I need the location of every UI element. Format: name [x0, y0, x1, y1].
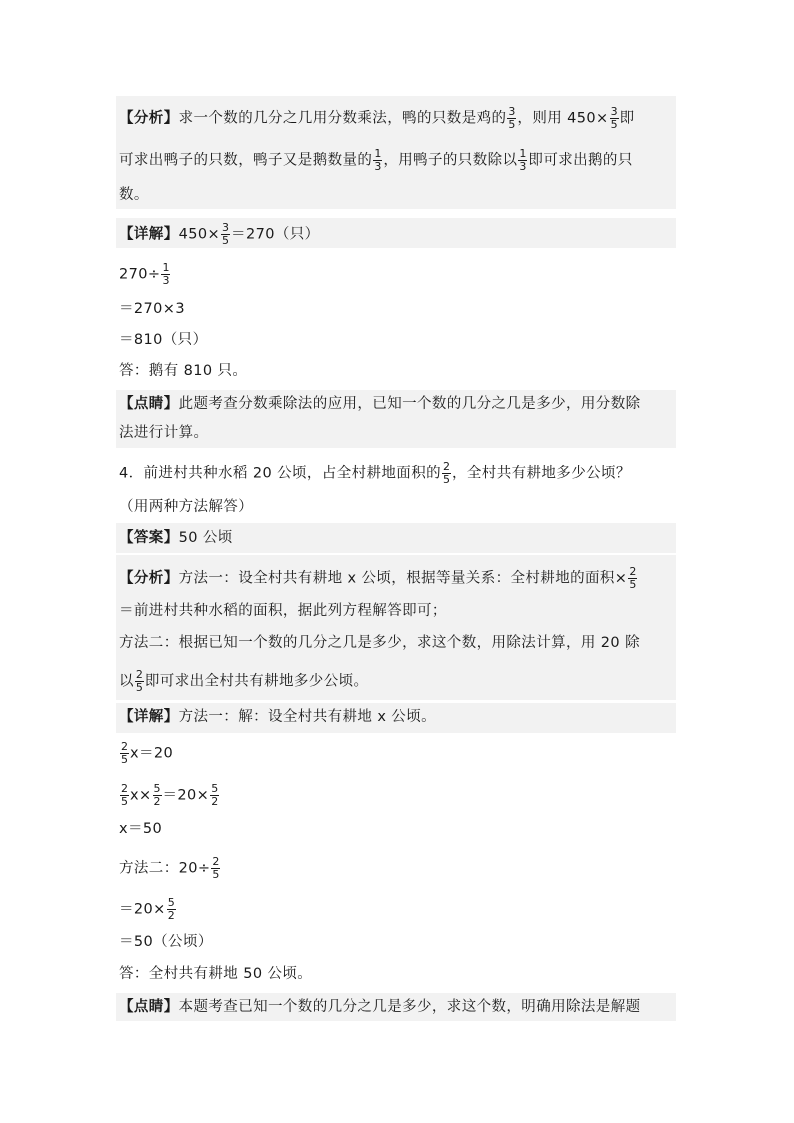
- fraction-2-5: $\frac{2}{5}$: [443, 460, 450, 486]
- fraction-2-5: $\frac{2}{5}$: [121, 782, 128, 808]
- method2-line-1: 方法二：20÷ $\frac{2}{5}$: [119, 855, 220, 881]
- fraction-3-5: $\frac{3}{5}$: [508, 105, 516, 131]
- equation-line-1: $\frac{2}{5}$ x＝20: [121, 740, 174, 766]
- analysis2-line-1: 【分析】方法一：设全村共有耕地 x 公顷，根据等量关系：全村耕地的面积× $\frac{2}{5}$: [119, 565, 637, 591]
- question-4-line-2: （用两种方法解答）: [119, 499, 254, 515]
- comment-tag: 【点睛】: [119, 999, 179, 1015]
- fraction-2-5: $\frac{2}{5}$: [121, 740, 128, 766]
- analysis-tag: 【分析】: [119, 570, 179, 587]
- analysis-line-2: 可求出鸭子的只数，鸭子又是鹅数量的 $\frac{1}{3}$ ，用鸭子的只数除以 $\frac{1}{3}$ 即可求出鹅的只: [119, 147, 633, 173]
- answer-tag: 【答案】: [119, 530, 179, 546]
- fraction-5-2: $\frac{5}{2}$: [211, 782, 219, 808]
- analysis2-line-3: 方法二：根据已知一个数的几分之几是多少，求这个数，用除法计算，用 20 除: [119, 635, 640, 651]
- fraction-2-5: $\frac{2}{5}$: [212, 855, 220, 881]
- equation-line-3: x＝50: [119, 821, 163, 837]
- fraction-1-3: $\frac{1}{3}$: [162, 261, 170, 287]
- comment2-line-1: 【点睛】本题考查已知一个数的几分之几是多少，求这个数，明确用除法是解题: [119, 999, 641, 1015]
- analysis-line-3: 数。: [119, 187, 149, 203]
- detail-tag: 【详解】: [119, 709, 179, 725]
- method2-line-2: ＝20× $\frac{5}{2}$: [119, 896, 175, 922]
- comment-tag: 【点睛】: [119, 396, 179, 412]
- calc-line-2: ＝270×3: [119, 301, 185, 317]
- fraction-3-5: $\frac{3}{5}$: [610, 105, 618, 131]
- comment-line-1: 【点睛】此题考查分数乘除法的应用，已知一个数的几分之几是多少，用分数除: [119, 396, 641, 412]
- detail-tag: 【详解】: [119, 226, 179, 243]
- question-4-line-1: 4．前进村共种水稻 20 公顷，占全村耕地面积的 $\frac{2}{5}$ ，全村共有耕地多少公顷？: [119, 460, 631, 486]
- calc-line-3: ＝810（只）: [119, 332, 208, 348]
- answer-line: 答：鹅有 810 只。: [119, 363, 248, 379]
- fraction-2-5: $\frac{2}{5}$: [629, 565, 637, 591]
- analysis-tag: 【分析】: [119, 110, 179, 127]
- answer2-line: 答：全村共有耕地 50 公顷。: [119, 966, 313, 982]
- fraction-5-2: $\frac{5}{2}$: [153, 782, 161, 808]
- comment-line-2: 法进行计算。: [119, 425, 209, 441]
- answer-tag-line: 【答案】50 公顷: [119, 530, 233, 546]
- method2-line-3: ＝50（公顷）: [119, 934, 213, 950]
- analysis2-line-4: 以 $\frac{2}{5}$ 即可求出全村共有耕地多少公顷。: [119, 668, 369, 694]
- fraction-2-5: $\frac{2}{5}$: [135, 668, 143, 694]
- analysis-line-1: 【分析】求一个数的几分之几用分数乘法，鸭的只数是鸡的 $\frac{3}{5}$ ，则用 450× $\frac{3}{5}$ 即: [119, 105, 635, 131]
- fraction-5-2: $\frac{5}{2}$: [167, 896, 175, 922]
- fraction-3-5: $\frac{3}{5}$: [222, 221, 230, 247]
- analysis2-line-2: ＝前进村共种水稻的面积，据此列方程解答即可；: [119, 603, 447, 619]
- fraction-1-3: $\frac{1}{3}$: [519, 147, 527, 173]
- detail2-line-1: 【详解】方法一：解：设全村共有耕地 x 公顷。: [119, 709, 437, 725]
- detail-line: 【详解】450× $\frac{3}{5}$ ＝270（只）: [119, 221, 320, 247]
- equation-line-2: $\frac{2}{5}$ x× $\frac{5}{2}$ ＝20× $\frac{5}{2}$: [121, 782, 219, 808]
- calc-line-1: 270÷ $\frac{1}{3}$: [119, 261, 170, 287]
- fraction-1-3: $\frac{1}{3}$: [374, 147, 382, 173]
